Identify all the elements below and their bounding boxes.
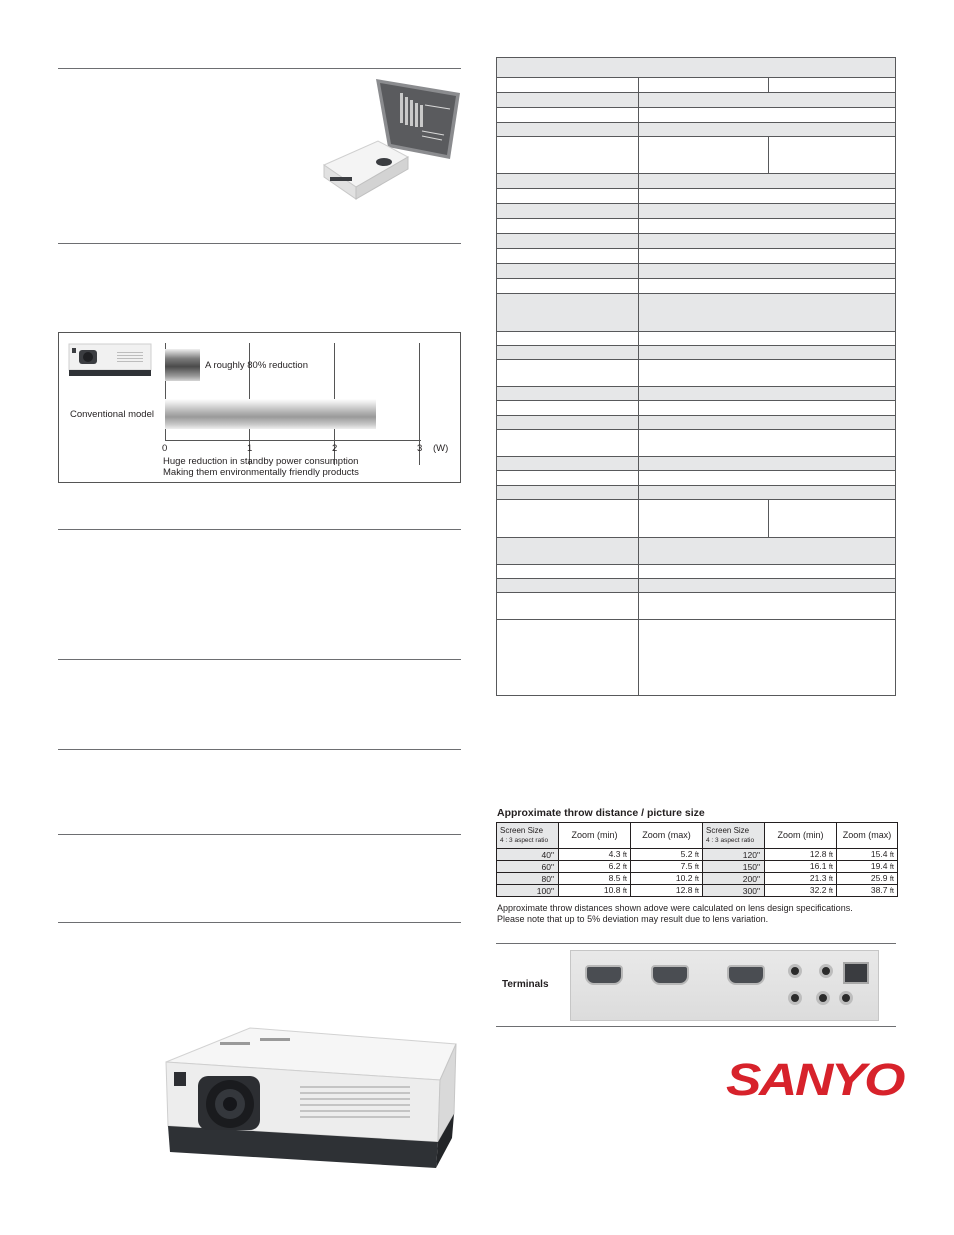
spec-row	[497, 279, 896, 294]
spec-row	[497, 346, 896, 360]
spec-row	[497, 204, 896, 219]
sanyo-logo: SANYO	[726, 1054, 904, 1105]
throw-table-title: Approximate throw distance / picture size	[497, 807, 705, 819]
section-divider	[58, 749, 461, 750]
tick-label-3: 3	[417, 443, 423, 454]
table-row: 100" 10.8 ft 12.8 ft 300" 32.2 ft 38.7 ft	[497, 885, 898, 897]
spec-row	[497, 387, 896, 401]
spec-row	[497, 457, 896, 471]
bar-reduced-model	[165, 349, 200, 381]
header-zoom-min: Zoom (min)	[559, 823, 631, 849]
throw-table-header	[497, 823, 898, 849]
spec-row	[497, 137, 896, 174]
tick-label-2: 2	[332, 443, 338, 454]
x-axis-line	[165, 440, 421, 441]
spec-row	[497, 620, 896, 696]
header-screen-size: Screen Size 4 : 3 aspect ratio	[703, 823, 765, 849]
table-row: 80" 8.5 ft 10.2 ft 200" 21.3 ft 25.9 ft	[497, 873, 898, 885]
section-divider	[58, 659, 461, 660]
header-zoom-max: Zoom (max)	[837, 823, 898, 849]
spec-row	[497, 593, 896, 620]
table-row: 40" 4.3 ft 5.2 ft 120" 12.8 ft 15.4 ft	[497, 849, 898, 861]
projector-thumbnail-image	[67, 338, 153, 380]
spec-row	[497, 123, 896, 137]
caption-line-1: Huge reduction in standby power consumption	[163, 456, 359, 467]
spec-row	[497, 93, 896, 108]
spec-row	[497, 500, 896, 538]
audio-jack-icon	[788, 964, 802, 978]
spec-row	[497, 416, 896, 430]
projector-small-image	[322, 135, 410, 203]
spec-row	[497, 430, 896, 457]
spec-row	[497, 579, 896, 593]
header-screen-size: Screen Size 4 : 3 aspect ratio	[497, 823, 559, 849]
spec-row	[497, 264, 896, 279]
spec-row	[497, 360, 896, 387]
standby-power-chart	[58, 332, 461, 483]
header-zoom-max: Zoom (max)	[631, 823, 703, 849]
caption-line-2: Making them environmentally friendly products	[163, 467, 359, 478]
table-row: 60" 6.2 ft 7.5 ft 150" 16.1 ft 19.4 ft	[497, 861, 898, 873]
bar-conventional-model	[165, 399, 376, 429]
section-divider	[58, 243, 461, 244]
spec-row	[497, 401, 896, 416]
spec-row	[497, 565, 896, 579]
audio-jack-icon	[816, 991, 830, 1005]
spec-row	[497, 78, 896, 93]
spec-row	[497, 108, 896, 123]
spec-row	[497, 234, 896, 249]
serial-port-icon	[585, 965, 623, 985]
throw-note-line-2: Please note that up to 5% deviation may result due to lens variation.	[497, 914, 769, 924]
spec-header-row	[497, 58, 896, 78]
vga-port-1-icon	[651, 965, 689, 985]
throw-note-line-1: Approximate throw distances shown adove were calculated on lens design specifications.	[497, 903, 853, 913]
spec-row	[497, 486, 896, 500]
tick-label-1: 1	[247, 443, 253, 454]
audio-jack-icon	[819, 964, 833, 978]
lan-port-icon	[843, 962, 869, 984]
reduced-label: A roughly 80% reduction	[205, 360, 308, 371]
spec-row	[497, 249, 896, 264]
spec-row	[497, 294, 896, 332]
specification-table	[496, 57, 896, 696]
unit-label: (W)	[433, 443, 449, 454]
throw-distance-table	[496, 822, 898, 897]
spec-row	[497, 471, 896, 486]
conventional-label: Conventional model	[70, 409, 154, 420]
spec-row	[497, 189, 896, 204]
section-divider	[496, 943, 896, 944]
spec-row	[497, 219, 896, 234]
section-divider	[58, 529, 461, 530]
header-zoom-min: Zoom (min)	[765, 823, 837, 849]
audio-jack-icon	[839, 991, 853, 1005]
section-divider	[496, 1026, 896, 1027]
vga-port-2-icon	[727, 965, 765, 985]
projector-large-image	[160, 1022, 460, 1170]
terminals-label: Terminals	[502, 979, 549, 990]
spec-row	[497, 332, 896, 346]
spec-row	[497, 174, 896, 189]
terminals-panel-image	[570, 950, 879, 1021]
section-divider	[58, 68, 461, 69]
section-divider	[58, 922, 461, 923]
audio-jack-icon	[788, 991, 802, 1005]
tick-label-0: 0	[162, 443, 168, 454]
section-divider	[58, 834, 461, 835]
spec-row	[497, 538, 896, 565]
